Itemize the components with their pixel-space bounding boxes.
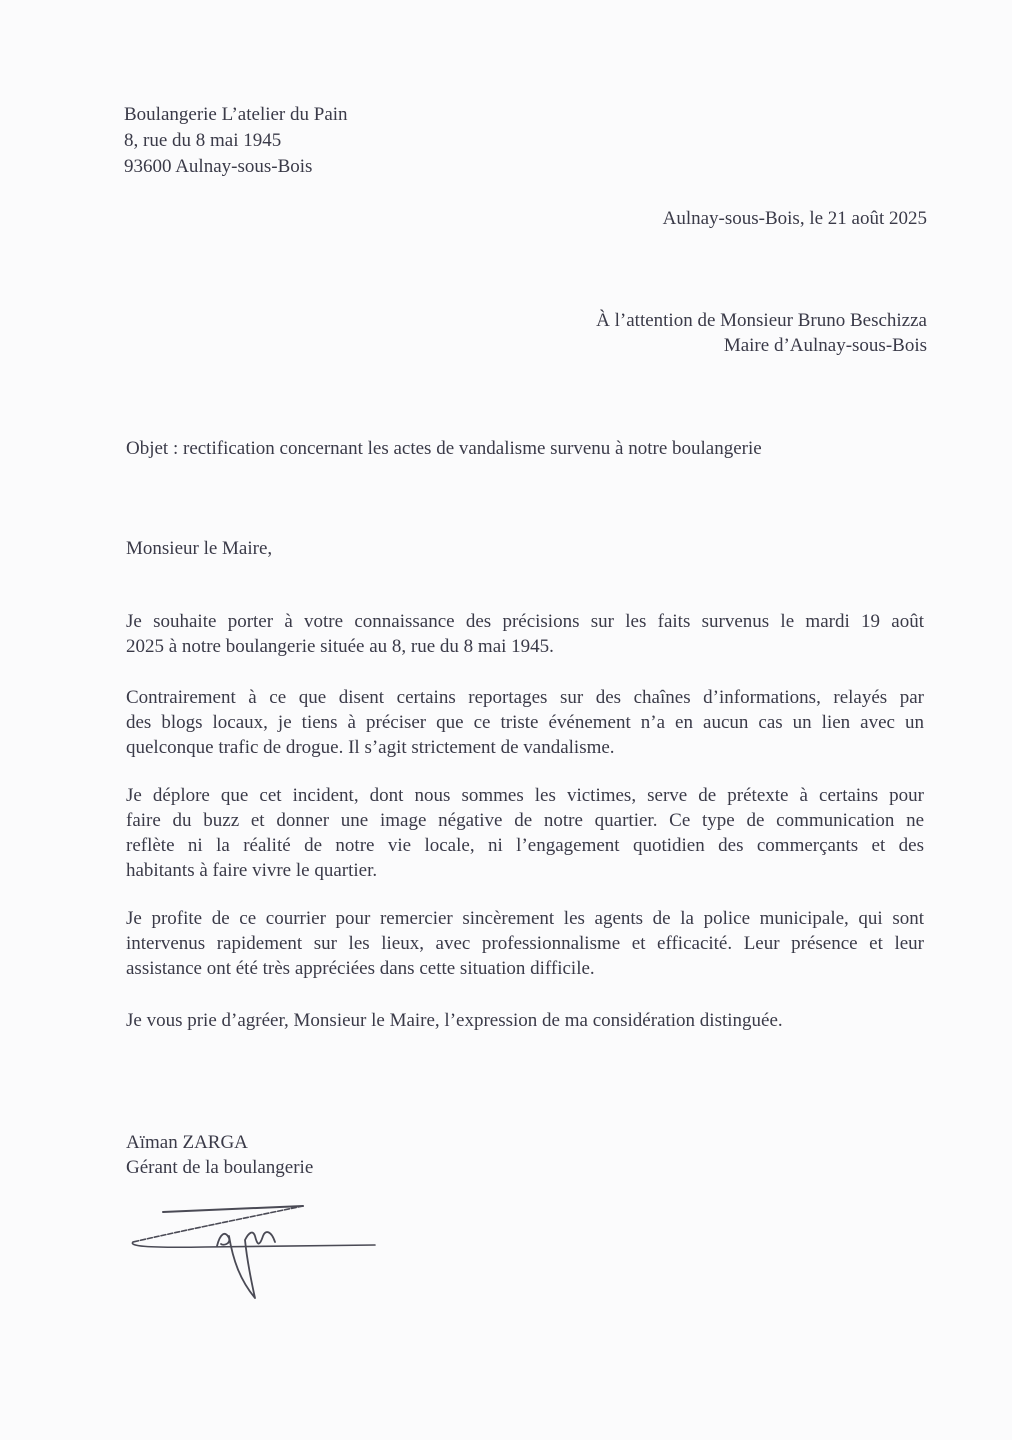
paragraph-line: intervenus rapidement sur les lieux, avec professionnalisme et efficacité. Leur présence et leur xyxy=(126,933,924,954)
recipient-attention: À l’attention de Monsieur Bruno Beschizza xyxy=(596,310,927,331)
sender-street: 8, rue du 8 mai 1945 xyxy=(124,130,282,151)
signature-diagonal-stroke xyxy=(133,1206,303,1242)
body-paragraph xyxy=(126,906,924,981)
sender-name: Boulangerie L’atelier du Pain xyxy=(124,104,348,125)
salutation: Monsieur le Maire, xyxy=(126,538,273,559)
signature-descender xyxy=(229,1232,275,1298)
sender-city: 93600 Aulnay-sous-Bois xyxy=(124,156,313,177)
paragraph-line: Je souhaite porter à votre connaissance des précisions sur les faits survenus le mardi 19 août xyxy=(126,611,924,632)
paragraph-line: habitants à faire vivre le quartier. xyxy=(126,860,378,881)
signatory-name: Aïman ZARGA xyxy=(126,1132,248,1153)
paragraph-line: assistance ont été très appréciées dans cette situation difficile. xyxy=(126,958,595,979)
body-paragraph xyxy=(126,783,924,883)
handwritten-signature xyxy=(125,1200,385,1310)
paragraph-line: des blogs locaux, je tiens à préciser que ce triste événement n’a en aucun cas un lien avec un xyxy=(126,712,924,733)
paragraph-line: Je profite de ce courrier pour remercier sincèrement les agents de la police municipale, qui sont xyxy=(126,908,924,929)
signature-loop-a xyxy=(217,1234,229,1246)
closing-formula: Je vous prie d’agréer, Monsieur le Maire, l’expression de ma considération distinguée. xyxy=(126,1010,783,1031)
signature-base-stroke xyxy=(132,1242,375,1247)
paragraph-line: reflète ni la réalité de notre vie locale, ni l’engagement quotidien des commerçants et des xyxy=(126,835,924,856)
paragraph-line: Contrairement à ce que disent certains reportages sur des chaînes d’informations, relayés par xyxy=(126,687,924,708)
body-paragraph xyxy=(126,609,924,659)
paragraph-line: quelconque trafic de drogue. Il s’agit strictement de vandalisme. xyxy=(126,737,615,758)
subject-line: Objet : rectification concernant les actes de vandalisme survenu à notre boulangerie xyxy=(126,438,762,459)
body-paragraph xyxy=(126,685,924,760)
paragraph-line: 2025 à notre boulangerie située au 8, rue du 8 mai 1945. xyxy=(126,636,554,657)
paragraph-line: Je déplore que cet incident, dont nous sommes les victimes, serve de prétexte à certains pour xyxy=(126,785,924,806)
paragraph-line: faire du buzz et donner une image négative de notre quartier. Ce type de communication ne xyxy=(126,810,924,831)
recipient-title: Maire d’Aulnay-sous-Bois xyxy=(723,335,927,356)
signatory-role: Gérant de la boulangerie xyxy=(126,1157,314,1178)
date-line: Aulnay-sous-Bois, le 21 août 2025 xyxy=(662,208,927,229)
